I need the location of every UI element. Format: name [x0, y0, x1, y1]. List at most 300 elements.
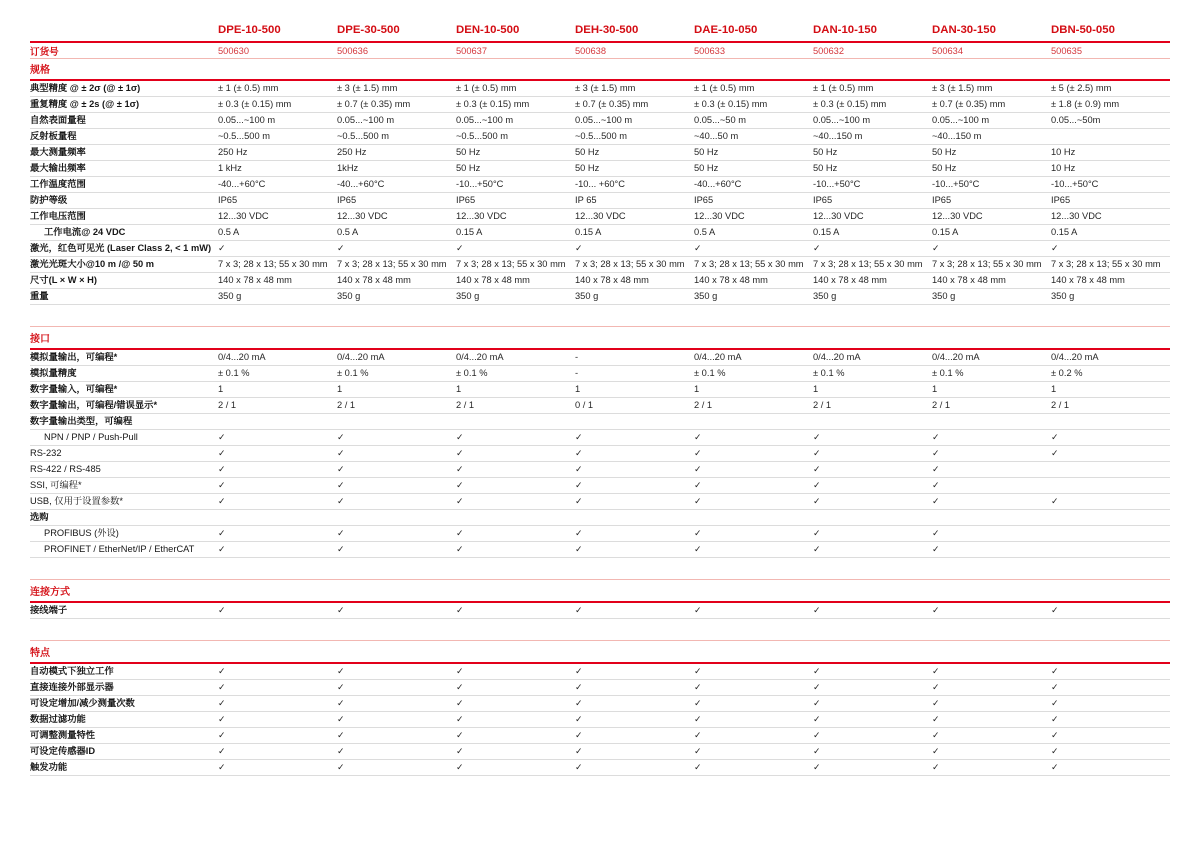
checkmark-icon: ✓: [337, 543, 345, 554]
checkmark-icon: ✓: [456, 431, 464, 442]
spec-cell: 140 x 78 x 48 mm: [337, 275, 411, 286]
order-number-row: [30, 43, 1170, 59]
checkmark-icon: ✓: [694, 495, 702, 506]
checkmark-icon: ✓: [337, 447, 345, 458]
spec-row-label: 选购: [30, 512, 49, 523]
spec-cell: 0/4...20 mA: [218, 352, 266, 363]
spec-cell: 1 kHz: [218, 163, 242, 174]
table-row: [30, 193, 1170, 209]
spec-row-label: 数据过滤功能: [30, 714, 86, 725]
checkmark-icon: ✓: [932, 495, 940, 506]
table-row: [30, 177, 1170, 193]
checkmark-icon: ✓: [218, 495, 226, 506]
spec-row-label: USB, 仅用于设置参数*: [30, 496, 123, 507]
checkmark-icon: ✓: [456, 681, 464, 692]
spec-cell: 0.5 A: [694, 227, 716, 238]
checkmark-icon: ✓: [694, 761, 702, 772]
checkmark-icon: ✓: [218, 729, 226, 740]
spec-cell: -40...+60°C: [337, 179, 385, 190]
table-row: [30, 664, 1170, 680]
spec-cell: ± 0.1 %: [932, 368, 964, 379]
spec-cell: 350 g: [456, 291, 480, 302]
spec-cell: 50 Hz: [813, 163, 838, 174]
spec-cell: 1: [218, 384, 224, 395]
checkmark-icon: ✓: [1051, 697, 1059, 708]
spec-cell: 0/4...20 mA: [813, 352, 861, 363]
checkmark-icon: ✓: [456, 479, 464, 490]
checkmark-icon: ✓: [1051, 495, 1059, 506]
spec-row-label: 模拟量输出，可编程*: [30, 352, 118, 363]
spec-cell: ± 1 (± 0.5) mm: [218, 83, 279, 94]
checkmark-icon: ✓: [456, 495, 464, 506]
spec-cell: IP65: [694, 195, 714, 206]
section-title: 特点: [30, 640, 1170, 664]
checkmark-icon: ✓: [1051, 447, 1059, 458]
spec-cell: 50 Hz: [813, 147, 838, 158]
spec-cell: 2 / 1: [456, 400, 475, 411]
spec-row-label: 数字量输出，可编程/错误显示*: [30, 400, 158, 411]
spec-cell: 0.15 A: [575, 227, 602, 238]
table-row: [30, 696, 1170, 712]
checkmark-icon: ✓: [337, 431, 345, 442]
spec-row-label: RS-422 / RS-485: [30, 464, 101, 475]
section-3: [30, 579, 1170, 619]
spec-cell: IP65: [932, 195, 952, 206]
checkmark-icon: ✓: [456, 745, 464, 756]
checkmark-icon: ✓: [337, 463, 345, 474]
spec-cell: 0.15 A: [456, 227, 483, 238]
spec-row-label: 重量: [30, 291, 49, 302]
spec-cell: ± 0.3 (± 0.15) mm: [456, 99, 530, 110]
spec-row-label: 最大输出频率: [30, 163, 86, 174]
spec-table: [30, 24, 1170, 776]
checkmark-icon: ✓: [813, 479, 821, 490]
checkmark-icon: ✓: [813, 697, 821, 708]
spec-cell: 140 x 78 x 48 mm: [1051, 275, 1125, 286]
checkmark-icon: ✓: [337, 681, 345, 692]
checkmark-icon: ✓: [456, 729, 464, 740]
checkmark-icon: ✓: [813, 681, 821, 692]
spec-cell: ~40...50 m: [694, 131, 739, 142]
product-name: DPE-10-500: [218, 24, 281, 36]
checkmark-icon: ✓: [218, 713, 226, 724]
spec-cell: 50 Hz: [456, 163, 481, 174]
section-1: [30, 59, 1170, 305]
checkmark-icon: ✓: [218, 479, 226, 490]
checkmark-icon: ✓: [694, 745, 702, 756]
checkmark-icon: ✓: [218, 527, 226, 538]
spec-cell: 0.05...~50m: [1051, 115, 1101, 126]
spec-row-label: 触发功能: [30, 762, 68, 773]
table-row: [30, 241, 1170, 257]
spec-row-label: 模拟量精度: [30, 368, 77, 379]
checkmark-icon: ✓: [694, 665, 702, 676]
checkmark-icon: ✓: [456, 447, 464, 458]
spec-cell: 140 x 78 x 48 mm: [456, 275, 530, 286]
checkmark-icon: ✓: [456, 604, 464, 615]
table-row: [30, 145, 1170, 161]
spec-cell: ± 1.8 (± 0.9) mm: [1051, 99, 1120, 110]
checkmark-icon: ✓: [575, 431, 583, 442]
spec-cell: ± 0.2 %: [1051, 368, 1083, 379]
spec-cell: ~0.5...500 m: [456, 131, 508, 142]
spec-row-label: 自动模式下独立工作: [30, 666, 114, 677]
order-number: 500635: [1051, 45, 1083, 56]
spec-cell: 0.05...~50 m: [694, 115, 746, 126]
table-row: [30, 603, 1170, 619]
spec-cell: 50 Hz: [932, 147, 957, 158]
spec-cell: -10...+50°C: [813, 179, 861, 190]
checkmark-icon: ✓: [932, 697, 940, 708]
spec-cell: 140 x 78 x 48 mm: [694, 275, 768, 286]
spec-cell: 2 / 1: [337, 400, 356, 411]
checkmark-icon: ✓: [575, 527, 583, 538]
spec-cell: ± 0.3 (± 0.15) mm: [813, 99, 887, 110]
spec-cell: ± 5 (± 2.5) mm: [1051, 83, 1112, 94]
checkmark-icon: ✓: [932, 761, 940, 772]
checkmark-icon: ✓: [813, 495, 821, 506]
spec-cell: 50 Hz: [694, 163, 719, 174]
spec-cell: 1kHz: [337, 163, 359, 174]
spec-cell: ± 0.1 %: [456, 368, 488, 379]
spec-cell: ± 0.7 (± 0.35) mm: [337, 99, 411, 110]
spec-cell: -10...+50°C: [456, 179, 504, 190]
checkmark-icon: ✓: [218, 447, 226, 458]
checkmark-icon: ✓: [932, 479, 940, 490]
spec-cell: 140 x 78 x 48 mm: [218, 275, 292, 286]
spec-cell: 2 / 1: [813, 400, 832, 411]
spec-cell: IP 65: [575, 195, 597, 206]
order-row-label: 订货号: [30, 46, 59, 58]
spec-row-label: 激光光斑大小@10 m /@ 50 m: [30, 259, 155, 270]
spec-cell: 12...30 VDC: [694, 211, 745, 222]
checkmark-icon: ✓: [456, 463, 464, 474]
spec-row-label: 尺寸(L × W × H): [30, 275, 97, 286]
spec-cell: 7 x 3; 28 x 13; 55 x 30 mm: [218, 259, 328, 270]
checkmark-icon: ✓: [932, 713, 940, 724]
checkmark-icon: ✓: [575, 681, 583, 692]
checkmark-icon: ✓: [337, 527, 345, 538]
checkmark-icon: ✓: [1051, 761, 1059, 772]
spec-cell: 10 Hz: [1051, 147, 1076, 158]
checkmark-icon: ✓: [337, 479, 345, 490]
section-2: [30, 326, 1170, 558]
spec-cell: 0.15 A: [932, 227, 959, 238]
order-number: 500632: [813, 45, 845, 56]
spec-cell: IP65: [1051, 195, 1071, 206]
checkmark-icon: ✓: [932, 543, 940, 554]
spec-cell: 350 g: [575, 291, 599, 302]
spec-row-label: SSI, 可编程*: [30, 480, 82, 491]
section-title: 接口: [30, 326, 1170, 350]
table-row: [30, 366, 1170, 382]
checkmark-icon: ✓: [218, 431, 226, 442]
checkmark-icon: ✓: [813, 665, 821, 676]
order-number: 500638: [575, 45, 607, 56]
checkmark-icon: ✓: [813, 729, 821, 740]
spec-cell: ~0.5...500 m: [218, 131, 270, 142]
spec-cell: 350 g: [337, 291, 361, 302]
checkmark-icon: ✓: [218, 665, 226, 676]
spec-cell: 0.05...~100 m: [813, 115, 871, 126]
spec-cell: 0/4...20 mA: [1051, 352, 1099, 363]
spec-cell: 12...30 VDC: [1051, 211, 1102, 222]
spec-cell: -10...+50°C: [932, 179, 980, 190]
product-name: DEH-30-500: [575, 24, 639, 36]
spec-row-label: NPN / PNP / Push-Pull: [44, 432, 138, 443]
section-4: [30, 640, 1170, 776]
checkmark-icon: ✓: [932, 665, 940, 676]
spec-cell: 50 Hz: [456, 147, 481, 158]
checkmark-icon: ✓: [1051, 242, 1059, 253]
spec-cell: 0.05...~100 m: [218, 115, 276, 126]
checkmark-icon: ✓: [575, 665, 583, 676]
checkmark-icon: ✓: [813, 745, 821, 756]
checkmark-icon: ✓: [575, 697, 583, 708]
spec-cell: 7 x 3; 28 x 13; 55 x 30 mm: [456, 259, 566, 270]
spec-cell: 0.5 A: [218, 227, 240, 238]
spec-cell: 140 x 78 x 48 mm: [932, 275, 1006, 286]
order-number: 500636: [337, 45, 369, 56]
checkmark-icon: ✓: [456, 527, 464, 538]
checkmark-icon: ✓: [694, 463, 702, 474]
table-row: [30, 712, 1170, 728]
checkmark-icon: ✓: [1051, 665, 1059, 676]
spec-cell: ~0.5...500 m: [337, 131, 389, 142]
spec-cell: 0 / 1: [575, 400, 594, 411]
spec-row-label: 接线端子: [30, 605, 68, 616]
product-name: DAE-10-050: [694, 24, 758, 36]
spec-cell: ~40...150 m: [813, 131, 863, 142]
spec-row-label: 重复精度 @ ± 2s (@ ± 1σ): [30, 99, 140, 110]
spec-cell: ± 0.1 %: [218, 368, 250, 379]
table-row: [30, 728, 1170, 744]
table-row: [30, 760, 1170, 776]
checkmark-icon: ✓: [694, 447, 702, 458]
checkmark-icon: ✓: [575, 543, 583, 554]
section-title: 规格: [30, 59, 1170, 81]
spec-cell: 0.05...~100 m: [456, 115, 514, 126]
checkmark-icon: ✓: [932, 527, 940, 538]
spec-cell: ± 1 (± 0.5) mm: [694, 83, 755, 94]
spec-cell: IP65: [813, 195, 833, 206]
spec-cell: 0/4...20 mA: [932, 352, 980, 363]
checkmark-icon: ✓: [218, 604, 226, 615]
spec-cell: 7 x 3; 28 x 13; 55 x 30 mm: [932, 259, 1042, 270]
spec-row-label: 自然表面量程: [30, 115, 86, 126]
spec-cell: IP65: [456, 195, 476, 206]
checkmark-icon: ✓: [694, 479, 702, 490]
spec-row-label: RS-232: [30, 448, 62, 459]
checkmark-icon: ✓: [694, 681, 702, 692]
checkmark-icon: ✓: [1051, 681, 1059, 692]
spec-cell: ± 0.1 %: [694, 368, 726, 379]
spec-cell: 0/4...20 mA: [456, 352, 504, 363]
table-row: [30, 289, 1170, 305]
checkmark-icon: ✓: [218, 463, 226, 474]
spec-cell: 2 / 1: [218, 400, 237, 411]
spec-cell: 250 Hz: [218, 147, 248, 158]
spec-row-label: PROFIBUS (外设): [44, 528, 119, 539]
spec-row-label: 激光，红色可见光 (Laser Class 2, < 1 mW): [30, 243, 212, 254]
checkmark-icon: ✓: [1051, 431, 1059, 442]
table-row: [30, 526, 1170, 542]
table-row: [30, 478, 1170, 494]
spec-row-label: 可设定传感器ID: [30, 746, 96, 757]
table-row: [30, 209, 1170, 225]
spec-cell: ± 0.1 %: [337, 368, 369, 379]
table-row: [30, 744, 1170, 760]
spec-cell: 0/4...20 mA: [337, 352, 385, 363]
checkmark-icon: ✓: [456, 761, 464, 772]
order-number: 500630: [218, 45, 250, 56]
table-row: [30, 350, 1170, 366]
checkmark-icon: ✓: [813, 463, 821, 474]
spec-cell: 7 x 3; 28 x 13; 55 x 30 mm: [575, 259, 685, 270]
checkmark-icon: ✓: [337, 729, 345, 740]
spec-cell: 1: [694, 384, 700, 395]
spec-cell: 350 g: [694, 291, 718, 302]
checkmark-icon: ✓: [218, 543, 226, 554]
product-name: DAN-30-150: [932, 24, 996, 36]
spec-cell: 0.05...~100 m: [575, 115, 633, 126]
checkmark-icon: ✓: [456, 665, 464, 676]
checkmark-icon: ✓: [575, 479, 583, 490]
checkmark-icon: ✓: [575, 242, 583, 253]
table-row: [30, 398, 1170, 414]
spec-cell: ~40...150 m: [932, 131, 982, 142]
checkmark-icon: ✓: [932, 447, 940, 458]
checkmark-icon: ✓: [932, 745, 940, 756]
checkmark-icon: ✓: [337, 242, 345, 253]
spec-cell: 12...30 VDC: [337, 211, 388, 222]
product-name: DPE-30-500: [337, 24, 400, 36]
checkmark-icon: ✓: [218, 761, 226, 772]
checkmark-icon: ✓: [575, 761, 583, 772]
checkmark-icon: ✓: [932, 604, 940, 615]
spec-row-label: 反射板量程: [30, 131, 77, 142]
spec-cell: 0/4...20 mA: [694, 352, 742, 363]
spec-cell: ± 3 (± 1.5) mm: [932, 83, 993, 94]
table-row: [30, 273, 1170, 289]
spec-cell: 0.15 A: [1051, 227, 1078, 238]
checkmark-icon: ✓: [575, 463, 583, 474]
checkmark-icon: ✓: [575, 447, 583, 458]
checkmark-icon: ✓: [813, 242, 821, 253]
spec-cell: -10... +60°C: [575, 179, 625, 190]
checkmark-icon: ✓: [337, 697, 345, 708]
table-row: [30, 510, 1170, 526]
spec-row-label: 可调整测量特性: [30, 730, 96, 741]
order-number: 500634: [932, 45, 964, 56]
spec-cell: ± 0.3 (± 0.15) mm: [218, 99, 292, 110]
spec-cell: 1: [575, 384, 581, 395]
spec-cell: 350 g: [932, 291, 956, 302]
spec-cell: IP65: [337, 195, 357, 206]
checkmark-icon: ✓: [932, 681, 940, 692]
checkmark-icon: ✓: [694, 713, 702, 724]
table-row: [30, 113, 1170, 129]
spec-cell: 50 Hz: [932, 163, 957, 174]
spec-cell: -: [575, 368, 579, 379]
checkmark-icon: ✓: [932, 463, 940, 474]
checkmark-icon: ✓: [813, 527, 821, 538]
checkmark-icon: ✓: [575, 729, 583, 740]
table-row: [30, 680, 1170, 696]
table-row: [30, 129, 1170, 145]
table-row: [30, 446, 1170, 462]
checkmark-icon: ✓: [813, 447, 821, 458]
checkmark-icon: ✓: [932, 242, 940, 253]
spec-cell: 140 x 78 x 48 mm: [813, 275, 887, 286]
checkmark-icon: ✓: [337, 745, 345, 756]
spec-cell: 7 x 3; 28 x 13; 55 x 30 mm: [1051, 259, 1161, 270]
checkmark-icon: ✓: [575, 604, 583, 615]
spec-row-label: 直接连接外部显示器: [30, 682, 114, 693]
spec-cell: 12...30 VDC: [932, 211, 983, 222]
checkmark-icon: ✓: [456, 713, 464, 724]
checkmark-icon: ✓: [694, 431, 702, 442]
product-name: DAN-10-150: [813, 24, 877, 36]
spec-cell: 7 x 3; 28 x 13; 55 x 30 mm: [337, 259, 447, 270]
checkmark-icon: ✓: [813, 713, 821, 724]
checkmark-icon: ✓: [1051, 729, 1059, 740]
checkmark-icon: ✓: [813, 604, 821, 615]
spec-cell: 50 Hz: [575, 147, 600, 158]
spec-cell: ± 1 (± 0.5) mm: [813, 83, 874, 94]
spec-cell: ± 3 (± 1.5) mm: [575, 83, 636, 94]
section-title: 连接方式: [30, 579, 1170, 603]
spec-row-label: 可设定增加/减少测量次数: [30, 698, 135, 709]
spec-row-label: 工作温度范围: [30, 179, 86, 190]
spec-cell: 2 / 1: [1051, 400, 1070, 411]
spec-cell: 1: [337, 384, 343, 395]
spec-cell: 12...30 VDC: [575, 211, 626, 222]
spec-cell: ~0.5...500 m: [575, 131, 627, 142]
checkmark-icon: ✓: [337, 713, 345, 724]
table-row: [30, 542, 1170, 558]
table-row: [30, 257, 1170, 273]
spec-cell: 50 Hz: [694, 147, 719, 158]
spec-cell: -40...+60°C: [218, 179, 266, 190]
spec-row-label: 数字量输入，可编程*: [30, 384, 118, 395]
spec-row-label: 典型精度 @ ± 2σ (@ ± 1σ): [30, 83, 141, 94]
spec-cell: 1: [1051, 384, 1057, 395]
checkmark-icon: ✓: [218, 745, 226, 756]
spec-cell: 12...30 VDC: [456, 211, 507, 222]
checkmark-icon: ✓: [1051, 713, 1059, 724]
spec-row-label: 最大测量频率: [30, 147, 86, 158]
spec-cell: 1: [456, 384, 462, 395]
checkmark-icon: ✓: [694, 543, 702, 554]
spec-cell: 140 x 78 x 48 mm: [575, 275, 649, 286]
spec-cell: 0.5 A: [337, 227, 359, 238]
checkmark-icon: ✓: [694, 697, 702, 708]
product-header-row: [30, 24, 1170, 43]
order-number: 500637: [456, 45, 488, 56]
checkmark-icon: ✓: [932, 431, 940, 442]
table-row: [30, 161, 1170, 177]
checkmark-icon: ✓: [337, 665, 345, 676]
checkmark-icon: ✓: [337, 761, 345, 772]
spec-cell: 10 Hz: [1051, 163, 1076, 174]
spec-cell: 350 g: [1051, 291, 1075, 302]
spec-cell: -: [575, 352, 579, 363]
table-row: [30, 225, 1170, 241]
spec-cell: 350 g: [813, 291, 837, 302]
checkmark-icon: ✓: [813, 761, 821, 772]
spec-cell: 0.05...~100 m: [337, 115, 395, 126]
